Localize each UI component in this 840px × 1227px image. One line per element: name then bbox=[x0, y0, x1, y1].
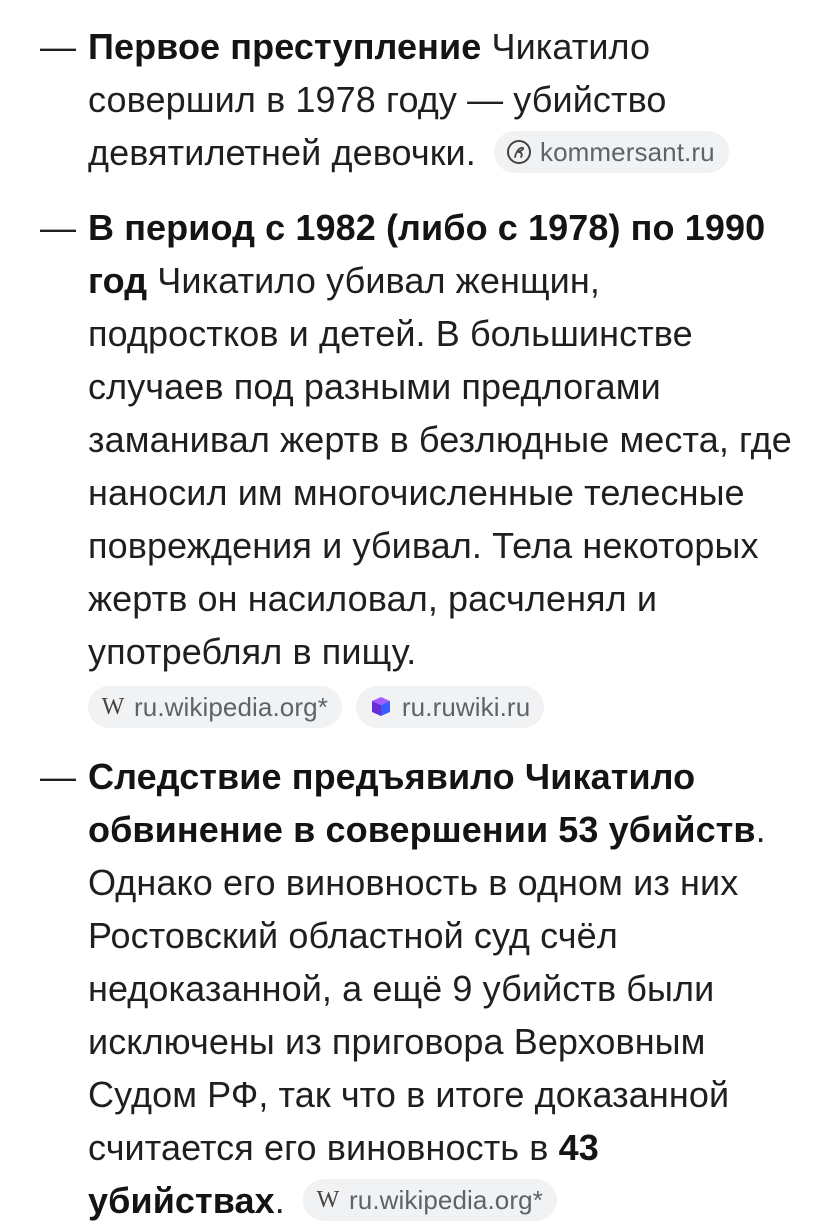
answer-list bbox=[0, 20, 840, 1227]
item-bold-text-2: 43 убийствах bbox=[88, 1127, 599, 1221]
list-dash: — bbox=[40, 26, 77, 67]
item-text-end: . bbox=[274, 1180, 285, 1221]
wikipedia-icon: W bbox=[101, 694, 125, 720]
kommersant-icon bbox=[506, 139, 532, 165]
wikipedia-icon: W bbox=[316, 1187, 340, 1214]
item-text: Чикатило совершил в 1978 году — убийство девятилетней девочки. bbox=[88, 26, 667, 173]
item-text: Чикатило убивал женщин, подростков и детей. В большинстве случаев под разными предлогами заманивал жертв в безлюдные места, где наносил им многочисленные телесные повреждения и убивал. Тела некоторых жертв он насиловал, расчленял и употреблял в пищу. bbox=[88, 260, 792, 672]
sources-row bbox=[88, 686, 800, 728]
source-chip-label: ru.wikipedia.org* bbox=[349, 1185, 543, 1216]
list-dash: — bbox=[40, 756, 77, 797]
source-chip-label: ru.ruwiki.ru bbox=[401, 692, 531, 722]
ruwiki-icon bbox=[368, 694, 394, 720]
list-item bbox=[0, 201, 840, 728]
item-bold-text: Первое преступление bbox=[88, 26, 482, 67]
source-chip-wikipedia[interactable] bbox=[303, 1179, 557, 1221]
item-text: . Однако его виновность в одном из них Ростовский областной суд счёл недоказанной, а ещё 9 убийств были исключены из приговора Верховным Судом РФ, так что в итоге доказанной считается его виновность в bbox=[88, 809, 766, 1168]
source-chip-ruwiki[interactable] bbox=[356, 686, 544, 728]
source-chip-label: kommersant.ru bbox=[539, 137, 715, 168]
cropped-previous-line bbox=[0, 0, 840, 4]
item-bold-text: В период с 1982 (либо с 1978) по 1990 год bbox=[88, 207, 766, 301]
list-dash: — bbox=[40, 207, 77, 248]
source-chip-wikipedia[interactable] bbox=[88, 686, 342, 728]
list-item bbox=[0, 750, 840, 1227]
source-chip-kommersant[interactable] bbox=[494, 131, 729, 173]
list-item bbox=[0, 20, 840, 179]
item-bold-text: Следствие предъявило Чикатило обвинение в совершении 53 убийств bbox=[88, 756, 756, 850]
source-chip-label: ru.wikipedia.org* bbox=[134, 692, 328, 722]
